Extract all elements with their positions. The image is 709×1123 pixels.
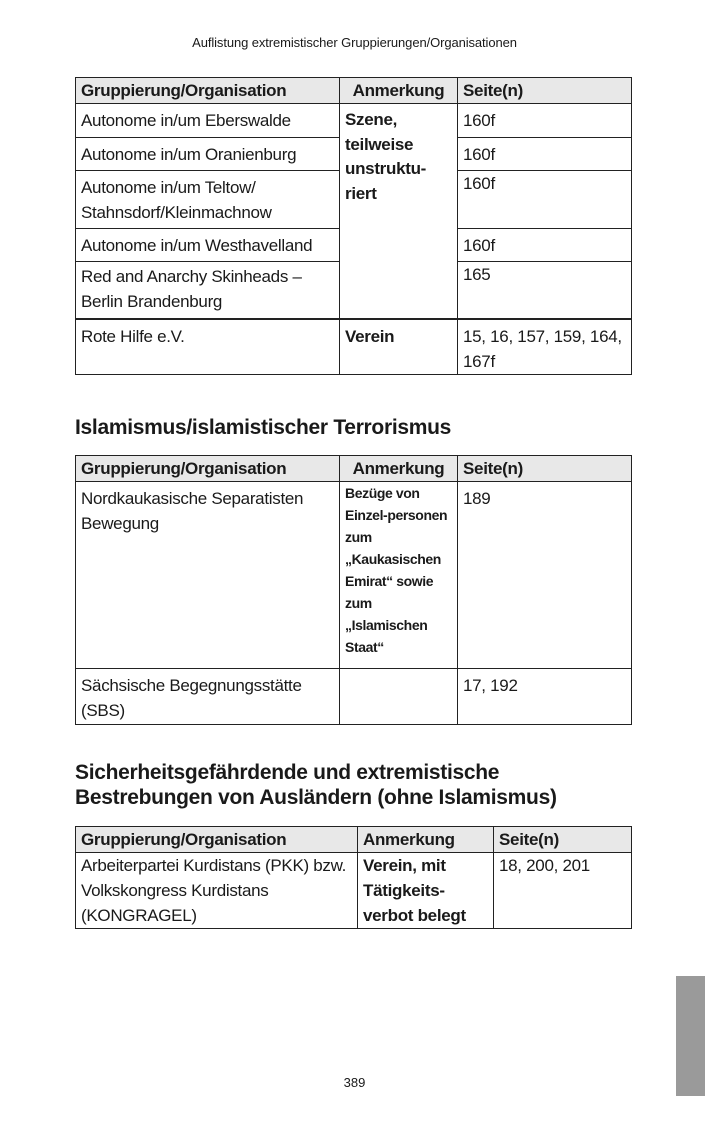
note: Bezüge von Einzel-personen zum „Kaukasischen Emirat“ sowie zum „Islamischen Staat“ [340, 482, 458, 669]
note: Verein, mit Tätigkeits-verbot belegt [358, 853, 494, 929]
table-header-row [76, 78, 632, 104]
header-organisation: Gruppierung/Organisation [76, 78, 340, 104]
section-heading-foreign-extremism: Sicherheitsgefährdende und extremistische Bestrebungen von Ausländern (ohne Islamismus) [75, 761, 557, 809]
table-islamism [75, 455, 632, 725]
page-refs: 160f [458, 171, 632, 229]
org-name: Autonome in/um Eberswalde [76, 104, 340, 138]
org-name: Sächsische Begegnungsstätte (SBS) [76, 669, 340, 725]
table-header-row [76, 456, 632, 482]
table-row [76, 104, 632, 138]
note: Verein [340, 319, 458, 375]
org-name: Nordkaukasische Separatisten Bewegung [76, 482, 340, 669]
org-name: Autonome in/um Westhavelland [76, 229, 340, 262]
header-pages: Seite(n) [494, 827, 632, 853]
table-row [76, 482, 632, 669]
org-name: Autonome in/um Oranienburg [76, 138, 340, 171]
header-organisation: Gruppierung/Organisation [76, 456, 340, 482]
group-note: Szene, teilweise unstruktu-riert [340, 104, 458, 319]
header-organisation: Gruppierung/Organisation [76, 827, 358, 853]
page-refs: 15, 16, 157, 159, 164, 167f [458, 319, 632, 375]
table-left-extremism [75, 77, 632, 375]
running-head: Auflistung extremistischer Gruppierungen/Organisationen [192, 35, 517, 50]
table-row [76, 319, 632, 375]
chapter-thumb-tab [676, 976, 705, 1096]
page-refs: 160f [458, 138, 632, 171]
org-name: Arbeiterpartei Kurdistans (PKK) bzw. Volkskongress Kurdistans (KONGRAGEL) [76, 853, 358, 929]
org-name: Red and Anarchy Skinheads – Berlin Brandenburg [76, 262, 340, 319]
table-row [76, 853, 632, 929]
page-refs: 189 [458, 482, 632, 669]
header-pages: Seite(n) [458, 78, 632, 104]
table-foreign-extremism [75, 826, 632, 929]
page-refs: 160f [458, 229, 632, 262]
header-pages: Seite(n) [458, 456, 632, 482]
header-note: Anmerkung [358, 827, 494, 853]
section-heading-islamism: Islamismus/islamistischer Terrorismus [75, 416, 452, 439]
page-refs: 18, 200, 201 [494, 853, 632, 929]
table-row [76, 669, 632, 725]
table-header-row [76, 827, 632, 853]
page-refs: 165 [458, 262, 632, 319]
org-name: Autonome in/um Teltow/ Stahnsdorf/Kleinmachnow [76, 171, 340, 229]
header-note: Anmerkung [340, 456, 458, 482]
page-number: 389 [343, 1075, 366, 1090]
page-refs: 160f [458, 104, 632, 138]
header-note: Anmerkung [340, 78, 458, 104]
page-refs: 17, 192 [458, 669, 632, 725]
org-name: Rote Hilfe e.V. [76, 319, 340, 375]
note [340, 669, 458, 725]
